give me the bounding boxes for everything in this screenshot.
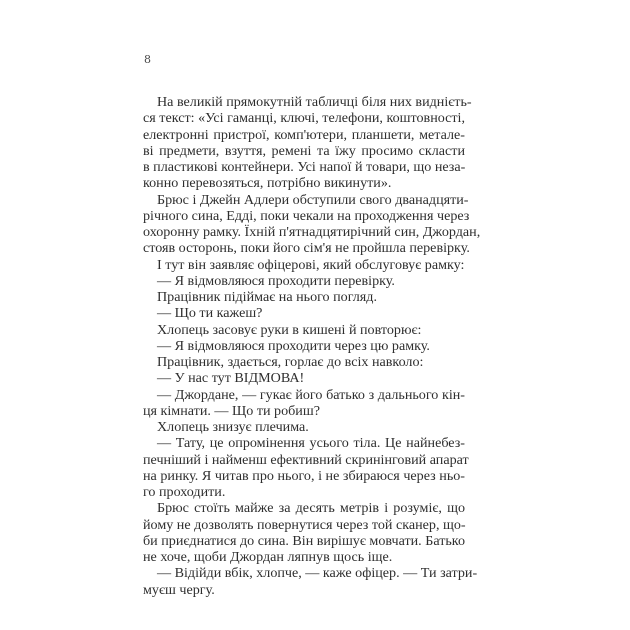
- text-line: — Що ти кажеш?: [157, 305, 263, 322]
- paragraph: [143, 370, 465, 386]
- text-line: І тут він заявляє офіцерові, який обслуговує рамку:: [157, 256, 465, 273]
- paragraph: [143, 500, 465, 565]
- paragraph: [143, 289, 465, 305]
- text-line: охоронну рамку. Їхній п'ятнадцятирічний син, Джордан,: [143, 224, 481, 240]
- text-line: не хоче, щоби Джордан ляпнув щось іще.: [143, 549, 393, 565]
- paragraph: [143, 305, 465, 321]
- text-line: — Тату, це опромінення усього тіла. Це найнебез-: [157, 435, 465, 452]
- text-line: на ринку. Я читав про нього, і не збираюся через ньо-: [143, 467, 465, 484]
- text-line: Працівник підіймає на нього погляд.: [157, 289, 377, 305]
- paragraph: [143, 565, 478, 598]
- text-line: ві предмети, взуття, ремені та їжу просимо скласти: [143, 142, 465, 159]
- paragraph: [143, 322, 465, 338]
- text-line: ця кімнати. — Що ти робиш?: [143, 402, 320, 419]
- text-line: печніший і найменш ефективний скринінговий апарат: [143, 451, 469, 468]
- paragraph: [143, 354, 465, 370]
- text-line: — Джордане, — гукає його батько з дальнього кін-: [157, 386, 465, 403]
- text-line: Брюс стоїть майже за десять метрів і розуміє, що: [157, 500, 465, 517]
- text-line: річного сина, Едді, поки чекали на проходження через: [143, 207, 470, 224]
- text-line: Хлопець засовує руки в кишені й повторює:: [157, 321, 422, 338]
- paragraph: [143, 419, 465, 435]
- text-line: електронні пристрої, комп'ютери, планшети, металe-: [143, 126, 465, 143]
- text-line: конно перевозяться, потрібно викинути».: [143, 175, 392, 192]
- text-line: Працівник, здається, горлає до всіх навколо:: [157, 354, 424, 370]
- paragraph: [143, 435, 469, 500]
- text-line: — Я відмовляюся проходити через цю рамку.: [157, 337, 430, 354]
- text-line: Брюс і Джейн Адлери обступили свого дванадцяти-: [157, 191, 469, 208]
- paragraph: [143, 94, 472, 192]
- text-line: Хлопець знизує плечима.: [157, 419, 309, 435]
- text-line: стояв осторонь, поки його сім'я не пройшла перевірку.: [143, 240, 470, 257]
- text-line: — У нас тут ВІДМОВА!: [157, 370, 305, 387]
- paragraph: [143, 191, 481, 257]
- text-line: муєш чергу.: [143, 581, 215, 598]
- text-line: го проходити.: [143, 484, 226, 500]
- paragraph: [143, 338, 465, 354]
- body-text: [143, 94, 481, 598]
- text-line: ся текст: «Усі гаманці, ключі, телефони, коштовності,: [143, 110, 465, 127]
- text-line: — Я відмовляюся проходити перевірку.: [157, 272, 395, 289]
- text-line: На великій прямокутній табличці біля них виднієть-: [157, 94, 472, 110]
- page-number: 8: [144, 53, 151, 66]
- paragraph: [143, 257, 465, 273]
- text-line: — Відійди вбік, хлопче, — каже офіцер. — Ти затри-: [157, 565, 478, 582]
- text-line: в пластикові контейнери. Усі напої й товари, що неза-: [143, 159, 466, 175]
- text-line: би приєднатися до сина. Він вирішує мовчати. Батько: [143, 532, 465, 549]
- paragraph: [143, 273, 465, 289]
- paragraph: [143, 387, 465, 420]
- text-line: йому не дозволять повернутися через той сканер, що-: [143, 516, 466, 533]
